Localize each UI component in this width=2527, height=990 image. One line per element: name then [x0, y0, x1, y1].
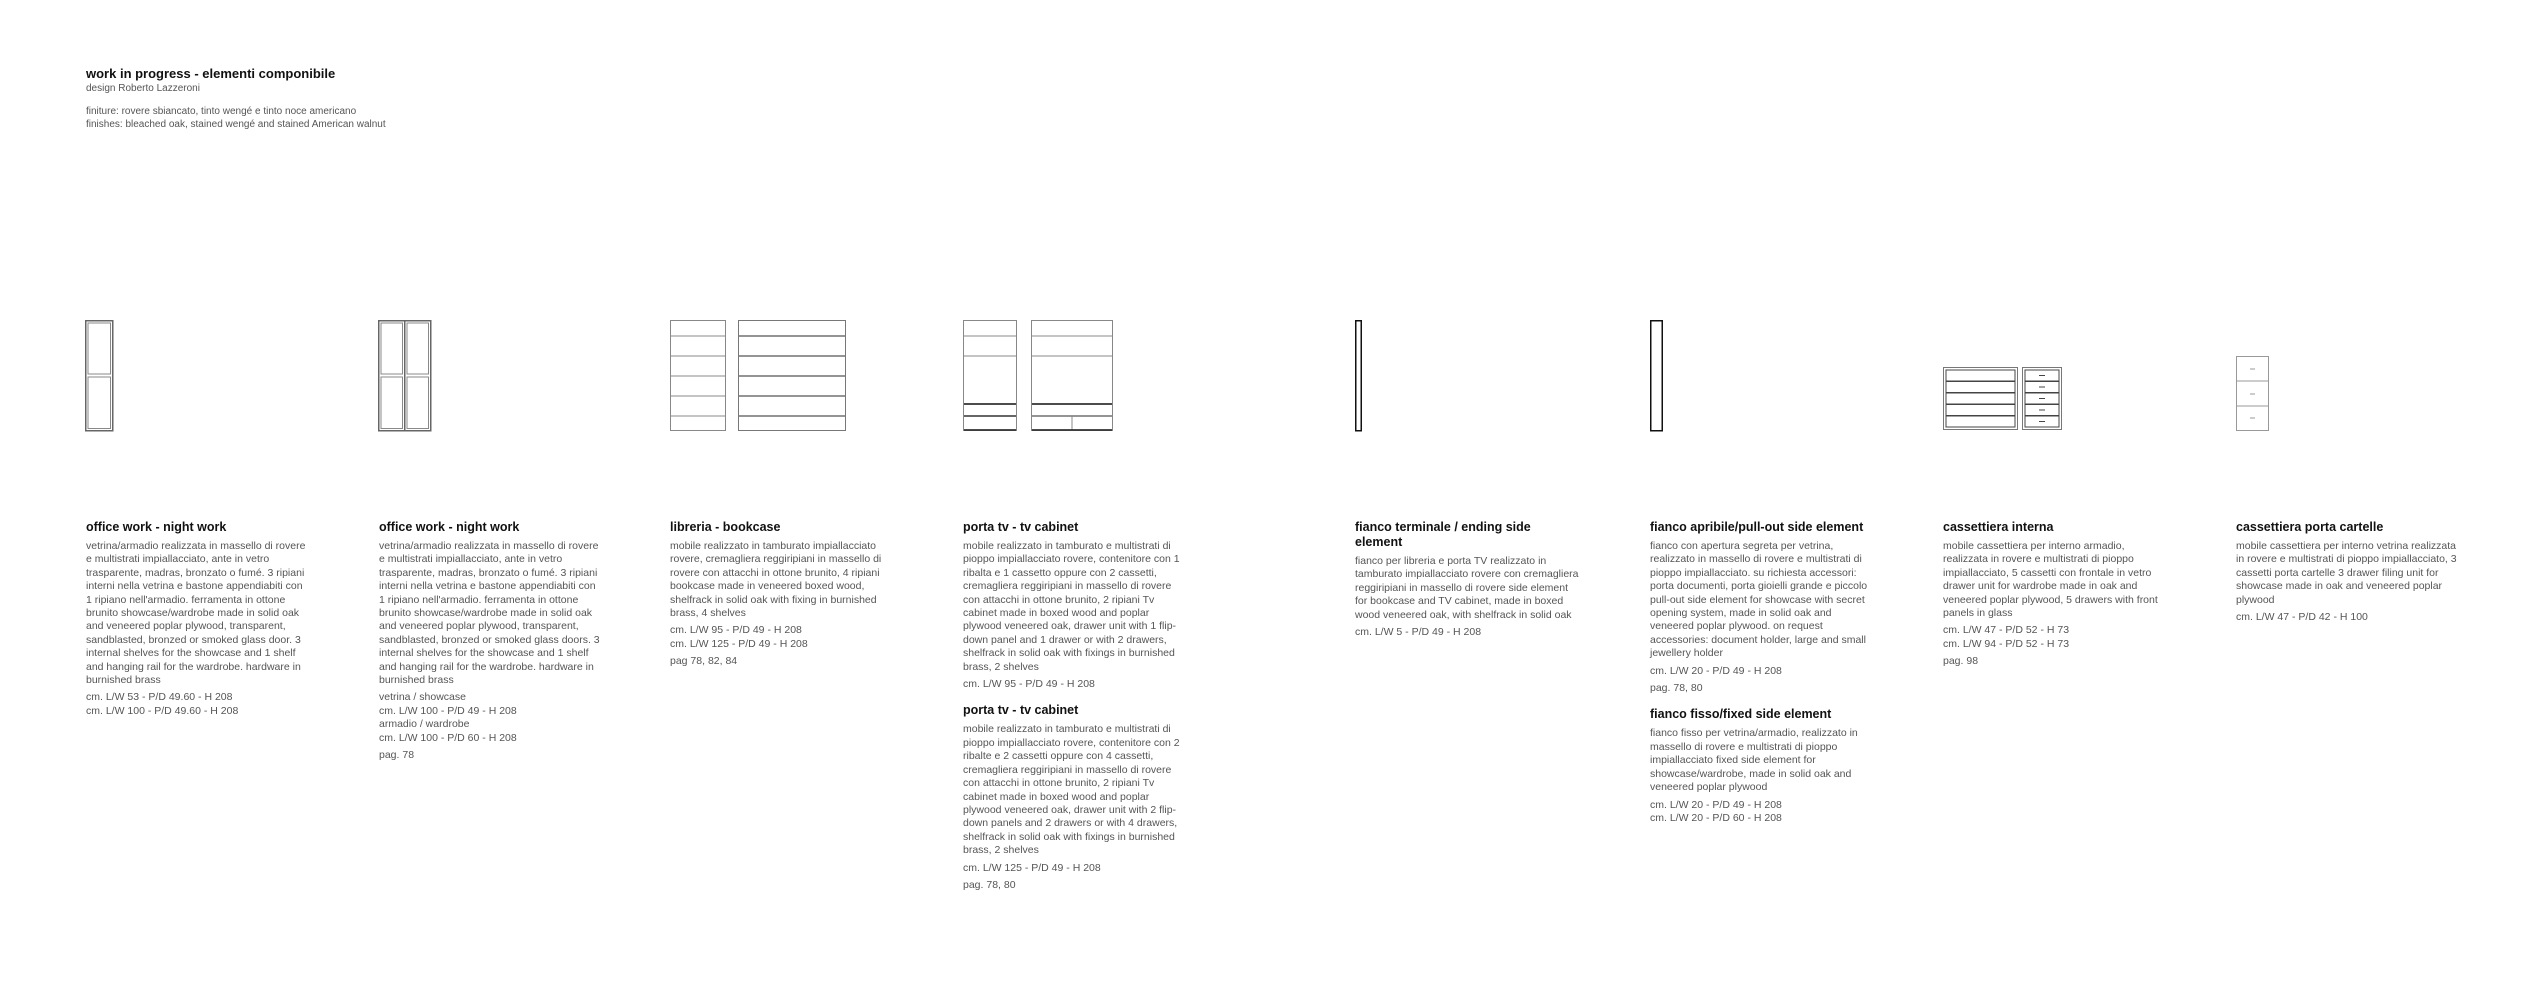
page-reference: pag. 78	[379, 749, 415, 762]
item-description: mobile realizzato in tamburato e multistrati di pioppo impiallacciato rovere, contenitore con 2 ribalte e 2 cassetti oppure con 4 cassetti, cremagliera reggiripiani in massello di rovere con attacchi in ottone brunito, 2 ripiani Tv cabinet made in boxed wood and poplar plywood veneered oak, drawer unit with 2 flip-down panels and 2 drawers or with 4 drawers, shelfrack in solid oak with fixings in burnished brass, 2 shelves	[963, 723, 1180, 857]
item-title: porta tv - tv cabinet	[963, 703, 1079, 718]
page-reference: pag. 78, 80	[1650, 682, 1703, 695]
item-dimension: cm. L/W 5 - P/D 49 - H 208	[1355, 626, 1482, 639]
drawing-tv-cabinet-large	[1031, 320, 1113, 432]
page-title: work in progress - elementi componibile	[86, 66, 336, 81]
finishes-italian: finiture: rovere sbiancato, tinto wengé e tinto noce americano	[86, 106, 357, 117]
item-description: mobile cassettiera per interno vetrina realizzata in rovere e multistrati di pioppo impiallacciato, 3 cassetti porta cartelle 3 drawer filing unit for showcase made in oak and veneered poplar plywood	[2236, 540, 2457, 606]
drawing-side-element	[1650, 320, 1664, 432]
item-ending-side-element	[1355, 520, 1581, 639]
item-title: fianco terminale / ending side element	[1355, 520, 1531, 549]
item-dimension: cm. L/W 100 - P/D 49.60 - H 208	[86, 704, 239, 717]
catalog-header	[86, 66, 786, 131]
item-description: vetrina/armadio realizzata in massello di rovere e multistrati impiallacciato, ante in vetro trasparente, madras, bronzato o fumé. 3 ripiani interni nella vetrina e bastone appendiabiti con 1 ripiano nell'armadio. ferramenta in ottone brunito showcase/wardrobe made in solid oak and veneered poplar plywood, transparent, sandblasted, bronzed or smoked glass door. 3 internal shelves for the showcase and 1 shelf and hanging rail for the wardrobe. hardware in burnished brass	[86, 540, 306, 687]
drawing-ending-side-element	[1355, 320, 1363, 432]
item-title: cassettiera interna	[1943, 520, 2054, 534]
drawing-filing-drawer-unit	[2236, 356, 2270, 432]
drawing-tv-cabinet-small	[963, 320, 1017, 432]
finishes-english: finishes: bleached oak, stained wengé and stained American walnut	[86, 119, 386, 130]
item-dimension: cm. L/W 100 - P/D 60 - H 208	[379, 731, 517, 744]
item-dimension: cm. L/W 95 - P/D 49 - H 208	[670, 624, 802, 637]
item-dimension: cm. L/W 100 - P/D 49 - H 208	[379, 704, 517, 717]
item-title: fianco apribile/pull-out side element	[1650, 520, 1864, 534]
item-dimension: cm. L/W 125 - P/D 49 - H 208	[670, 637, 808, 650]
drawing-drawer-unit	[1943, 367, 2063, 431]
item-side-elements	[1650, 520, 1876, 825]
item-dimension: cm. L/W 20 - P/D 49 - H 208	[1650, 798, 1782, 811]
item-dimension-label: vetrina / showcase	[379, 691, 466, 704]
item-dimension: cm. L/W 53 - P/D 49.60 - H 208	[86, 691, 233, 704]
designer-credit: design Roberto Lazzeroni	[86, 83, 200, 94]
item-office-work-double	[379, 520, 603, 763]
drawing-bookcase-small	[670, 320, 726, 432]
item-description: mobile realizzato in tamburato e multistrati di pioppo impiallacciato rovere, contenitore con 1 ribalta e 1 cassetto oppure con 2 cassetti, cremagliera reggiripiani in massello di rovere con attacchi in ottone brunito, 2 ripiani Tv cabinet made in boxed wood and poplar plywood veneered oak, drawer unit with 1 flip-down panel and 1 drawer or with 2 drawers, shelfrack in solid oak with fixings in burnished brass, 2 shelves	[963, 540, 1180, 673]
item-description: fianco con apertura segreta per vetrina, realizzato in massello di rovere e multistrati di pioppo impiallacciato. su richiesta accessori: porta documenti, porta gioielli grande e piccolo pull-out side element for showcase with secret opening system, made in solid oak and veneered poplar plywood. on request accessories: document holder, large and small jewellery holder	[1650, 540, 1868, 660]
item-description: vetrina/armadio realizzata in massello di rovere e multistrati impiallacciato, ante in vetro trasparente, madras, bronzato o fumé. 3 ripiani interni nella vetrina e bastone appendiabiti con 1 ripiano nell'armadio. ferramenta in ottone brunito showcase/wardrobe made in solid oak and veneered poplar plywood, transparent, sandblasted, bronzed or smoked glass doors. 3 internal shelves for the showcase and 1 shelf and hanging rail for the wardrobe. hardware in burnished brass	[379, 540, 600, 687]
item-dimension: cm. L/W 20 - P/D 60 - H 208	[1650, 811, 1782, 824]
item-dimension: cm. L/W 125 - P/D 49 - H 208	[963, 861, 1101, 874]
item-title: libreria - bookcase	[670, 520, 781, 534]
item-description: mobile realizzato in tamburato impiallacciato rovere, cremagliera reggiripiani in massello di rovere con attacchi in ottone brunito, 4 ripiani bookcase made in veneered boxed wood, shelfrack in solid oak with fixing in burnished brass, 4 shelves	[670, 540, 882, 620]
item-office-work-single	[86, 520, 310, 718]
page-reference: pag 78, 82, 84	[670, 655, 738, 668]
item-dimension: cm. L/W 94 - P/D 52 - H 73	[1943, 637, 2070, 650]
item-description: fianco fisso per vetrina/armadio, realizzato in massello di rovere e multistrati di pioppo impiallacciato fixed side element for showcase/wardrobe, made in solid oak and veneered poplar plywood	[1650, 727, 1858, 794]
item-title: office work - night work	[86, 520, 227, 534]
drawing-showcase-double	[378, 320, 432, 432]
page-reference: pag. 98	[1943, 655, 1979, 668]
item-internal-drawer-unit	[1943, 520, 2167, 669]
item-dimension-label: armadio / wardrobe	[379, 718, 470, 731]
item-filing-drawer-unit	[2236, 520, 2460, 624]
item-description: fianco per libreria e porta TV realizzato in tamburato impiallacciato rovere con cremagliera reggiripiani in massello di rovere side element for bookcase and TV cabinet, made in boxed wood veneered oak, with shelfrack in solid oak	[1355, 555, 1579, 621]
drawing-showcase-single	[85, 320, 115, 432]
item-title: office work - night work	[379, 520, 520, 534]
item-tv-cabinet	[963, 520, 1189, 892]
item-dimension: cm. L/W 20 - P/D 49 - H 208	[1650, 664, 1782, 677]
item-title: cassettiera porta cartelle	[2236, 520, 2384, 534]
page-reference: pag. 78, 80	[963, 878, 1016, 891]
drawing-bookcase-large	[738, 320, 846, 432]
item-dimension: cm. L/W 47 - P/D 42 - H 100	[2236, 611, 2368, 624]
item-description: mobile cassettiera per interno armadio, realizzata in rovere e multistrati di pioppo impiallacciato, 5 cassetti con frontale in vetro drawer unit for wardrobe made in oak and veneered poplar plywood, 5 drawers with front panels in glass	[1943, 540, 2158, 620]
item-dimension: cm. L/W 47 - P/D 52 - H 73	[1943, 624, 2070, 637]
item-bookcase	[670, 520, 894, 669]
item-dimension: cm. L/W 95 - P/D 49 - H 208	[963, 678, 1095, 691]
item-title: porta tv - tv cabinet	[963, 520, 1079, 534]
item-title: fianco fisso/fixed side element	[1650, 707, 1832, 722]
